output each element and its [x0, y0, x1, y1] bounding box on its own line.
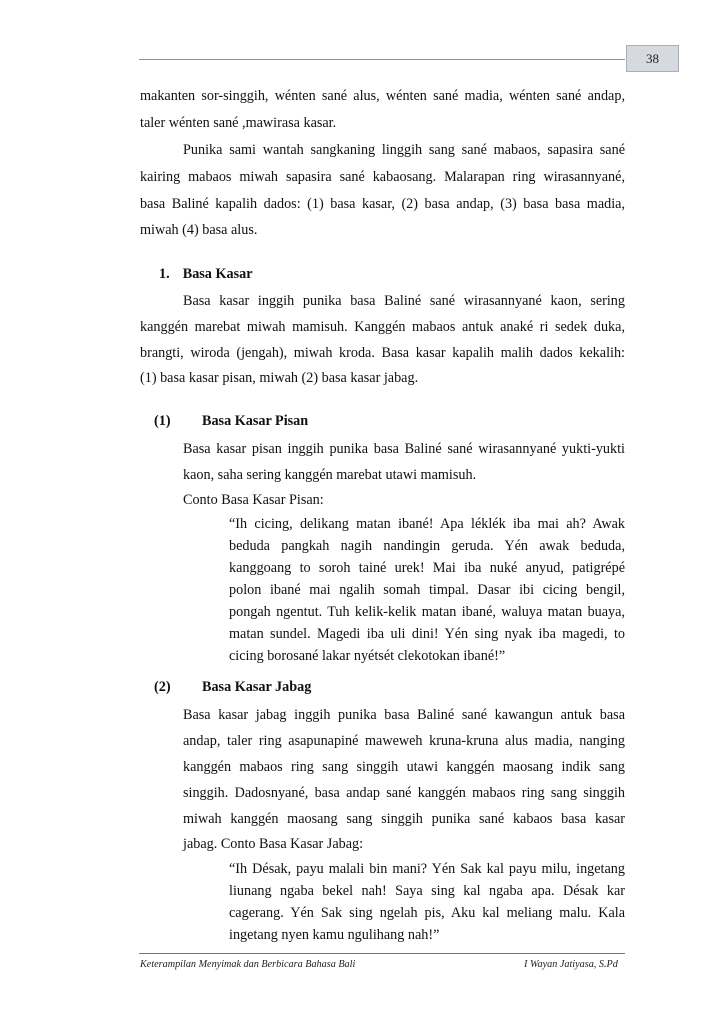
page-number: 38: [626, 45, 679, 72]
text-line: Basa kasar jabag inggih punika basa Baliné sané kawangun antuk basa: [183, 707, 625, 723]
header-rule: [139, 59, 625, 60]
text-line: (1) basa kasar pisan, miwah (2) basa kasar jabag.: [140, 370, 419, 386]
footer-rule: [139, 953, 625, 954]
footer-author: I Wayan Jatiyasa, S.Pd: [524, 959, 618, 970]
quote-line: cagerang. Yén Sak sing ngelah pis, Aku kal meliang malu. Kala: [229, 905, 625, 921]
text-line: makanten sor-singgih, wénten sané alus, wénten sané madia, wénten sané andap,: [140, 88, 625, 104]
quote-line: liunang ngaba bekel nah! Saya sing kal ngaba apa. Désak kar: [229, 883, 625, 899]
subsection-number: (2): [154, 679, 171, 695]
subsection-heading: [154, 413, 171, 430]
subsection-title: Basa Kasar Jabag: [202, 679, 312, 695]
quote-line: “Ih Désak, payu malali bin mani? Yén Sak kal payu milu, ingetang: [229, 861, 625, 877]
quote-line: matan sundel. Magedi iba uli dini! Yén sing nyak iba magedi, to: [229, 626, 625, 642]
quote-line: beduda pangkah nagih nandingin geruda. Yén awak beduda,: [229, 538, 625, 554]
text-line: basa Baliné kapalih dados: (1) basa kasar, (2) basa andap, (3) basa basa madia,: [140, 196, 625, 212]
section-title: Basa Kasar: [182, 266, 253, 282]
quote-line: polon ibané mai ngalih somah timpal. Dasar ibi cicing bengil,: [229, 582, 625, 598]
text-line: andap, taler ring asapunapiné maweweh kruna-kruna alus madia, nanging: [183, 733, 625, 749]
quote-line: ingetang nyen kamu ngulihang nah!”: [229, 927, 440, 943]
text-line: Basa kasar pisan inggih punika basa Baliné sané wirasannyané yukti-yukti: [183, 441, 625, 457]
text-line: kanggén marebat miwah mamisuh. Kanggén mabaos antuk anaké ri sedek duka,: [140, 319, 625, 335]
text-line: miwah kanggén maosang sang singgih punika sané kabaos basa kasar: [183, 811, 625, 827]
text-line: kaon, saha sering kanggén marebat utawi mamisuh.: [183, 467, 477, 483]
text-line: kanggén mabaos ring sang singgih utawi kanggén maosang indik sang: [183, 759, 625, 775]
text-line: miwah (4) basa alus.: [140, 222, 258, 238]
text-line: taler wénten sané ,mawirasa kasar.: [140, 115, 337, 131]
subsection-heading: [154, 679, 171, 696]
section-number: 1.: [159, 266, 170, 282]
text-line: kairing mabaos miwah sapasira sané kabaosang. Malarapan ring wirasannyané,: [140, 169, 625, 185]
quote-line: pongah ngentut. Tuh kelik-kelik matan ibané, waluya matan buaya,: [229, 604, 625, 620]
text-line: brangti, wiroda (jengah), miwah kroda. Basa kasar kapalih malih dados kekalih:: [140, 345, 625, 361]
text-line: jabag. Conto Basa Kasar Jabag:: [183, 836, 364, 852]
text-line: singgih. Dadosnyané, basa andap sané kanggén mabaos ring sang singgih: [183, 785, 625, 801]
quote-line: kanggoang to soroh tainé urek! Mai iba nuké anyud, patigrépé: [229, 560, 625, 576]
text-line: Basa kasar inggih punika basa Baliné sané wirasannyané kaon, sering: [183, 293, 625, 309]
subsection-number: (1): [154, 413, 171, 429]
footer-book-title: Keterampilan Menyimak dan Berbicara Bahasa Bali: [140, 959, 356, 970]
quote-line: “Ih cicing, delikang matan ibané! Apa léklék iba mai ah? Awak: [229, 516, 625, 532]
example-label: Conto Basa Kasar Pisan:: [183, 492, 324, 508]
quote-line: cicing borosané lakar nyétsét clekotokan ibané!”: [229, 648, 506, 664]
text-line: Punika sami wantah sangkaning linggih sang sané mabaos, sapasira sané: [183, 142, 625, 158]
section-heading: [159, 266, 253, 283]
subsection-title: Basa Kasar Pisan: [202, 413, 309, 429]
